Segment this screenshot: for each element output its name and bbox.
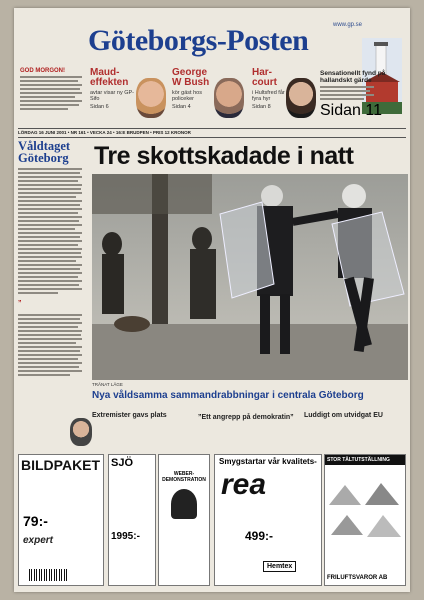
- left-column-story: [18, 140, 84, 460]
- ad-tent-brand: FRILUFTSVAROR AB: [327, 575, 388, 581]
- story-extremister[interactable]: Extremister gavs plats: [92, 412, 167, 419]
- ad-weber[interactable]: [158, 454, 210, 586]
- ad-sjo-price: 1995:-: [111, 531, 140, 542]
- ad-tent-title: STOR TÄLTUTSTÄLLNING: [325, 455, 405, 465]
- teaser-text: [320, 86, 410, 100]
- byline-portrait: [70, 418, 92, 446]
- sub-headline: Nya våldsamma sammandrabbningar i centrala Göteborg: [92, 390, 364, 401]
- story-angrepp[interactable]: ”Ett angrepp på demokratin”: [198, 414, 294, 421]
- teaser-page: Sidan 11: [320, 102, 382, 119]
- tents-illustration: [325, 465, 405, 545]
- byline: [18, 416, 88, 450]
- ad-bildpaket-price: 79:-: [23, 513, 48, 529]
- story-columns: [92, 404, 408, 444]
- god-morgon-box: [20, 68, 84, 124]
- teaser-subhead: avtar visar ny GP-Sifo: [90, 90, 135, 102]
- god-morgon-header: GOD MORGON!: [20, 68, 65, 74]
- teaser-headline: Maud-effekten: [90, 67, 129, 88]
- teaser-row: [20, 68, 410, 124]
- teaser-harcourt[interactable]: [252, 68, 288, 124]
- teaser-page: Sidan 6: [90, 104, 109, 110]
- barcode: [29, 569, 69, 581]
- ad-rea-title: Smygstartar vår kvalitets-: [219, 457, 317, 466]
- story-eu[interactable]: Luddigt om utvidgat EU: [304, 412, 383, 419]
- masthead-url: www.gp.se: [332, 22, 362, 28]
- grill-icon: [171, 489, 197, 519]
- ad-bildpaket[interactable]: [18, 454, 104, 586]
- ad-rea-big: rea: [221, 468, 267, 501]
- ad-rea-brand: Hemtex: [263, 561, 296, 572]
- teaser-headline: Har-court: [252, 67, 277, 88]
- teaser-headline: George W Bush: [172, 67, 210, 88]
- left-column-text-2: [18, 314, 84, 376]
- masthead: [14, 18, 410, 64]
- god-morgon-text: [20, 76, 84, 110]
- newspaper-front-page: [14, 8, 410, 592]
- riot-police-photo: [92, 174, 408, 380]
- teaser-headline: Sensationellt fynd på hallandskt gärde: [320, 70, 386, 84]
- photo-caption: TRÄNAT LÄGE: [92, 382, 123, 387]
- bush-portrait: [214, 78, 244, 118]
- maud-portrait: [136, 78, 166, 118]
- dateline: LÖRDAG 16 JUNI 2001 • NR 161 • VECKA 24 • 16:E BRUDPEN • PRIS 12 KRONOR: [18, 128, 406, 138]
- left-column-text: [18, 168, 84, 294]
- teaser-subhead: kör gäst hos policeker: [172, 90, 202, 102]
- teaser-page: Sidan 8: [252, 104, 271, 110]
- teaser-page: Sidan 4: [172, 104, 191, 110]
- teaser-sensation[interactable]: [320, 70, 410, 120]
- ad-sjo-title: SJÖ: [111, 457, 134, 469]
- ad-sjo[interactable]: [108, 454, 156, 586]
- ad-bildpaket-title: BILDPAKET: [21, 457, 101, 473]
- ad-rea-price: 499:-: [245, 529, 274, 543]
- ad-weber-title: WEBER-DEMONSTRATION: [162, 471, 206, 483]
- main-headline: Tre skottskadade i natt: [94, 142, 354, 170]
- newspaper-title: Göteborgs-Posten: [88, 24, 309, 57]
- advertisement-row: [18, 454, 406, 588]
- ad-tent[interactable]: [324, 454, 406, 586]
- ad-rea[interactable]: [214, 454, 322, 586]
- teaser-maud[interactable]: [90, 68, 136, 124]
- left-column-pullquote: ”: [18, 300, 22, 307]
- teaser-bush[interactable]: [172, 68, 216, 124]
- harcourt-portrait: [286, 78, 316, 118]
- left-column-headline: Våldtaget Göteborg: [18, 139, 71, 165]
- ad-bildpaket-brand: expert: [23, 535, 54, 546]
- teaser-subhead: i Hultsfred får fyra hyr: [252, 90, 285, 102]
